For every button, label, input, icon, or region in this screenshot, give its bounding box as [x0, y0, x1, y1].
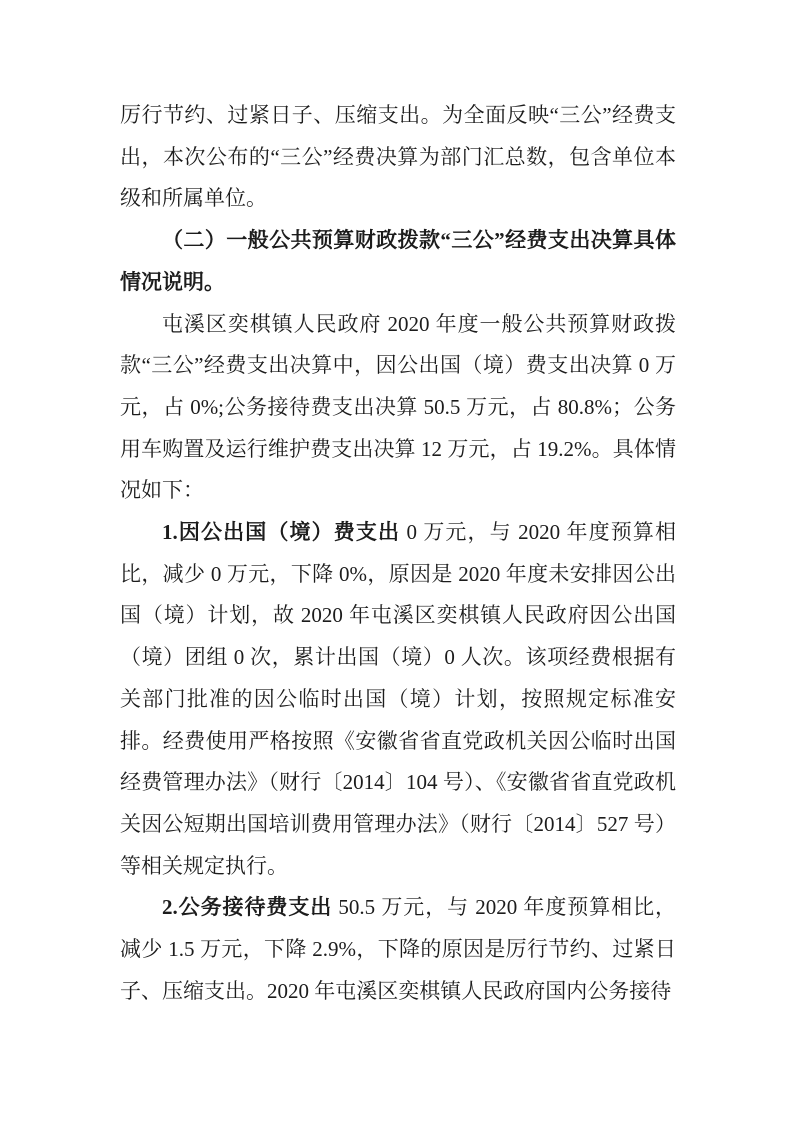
paragraph-section-heading: （二）一般公共预算财政拨款“三公”经费支出决算具体情况说明。 [120, 228, 676, 294]
paragraph-intro-continuation: 厉行节约、过紧日子、压缩支出。为全面反映“三公”经费支出，本次公布的“三公”经费决算为部门汇总数，包含单位本级和所属单位。 [120, 103, 676, 211]
item1-body-text: 0 万元，与 2020 年度预算相比，减少 0 万元，下降 0%，原因是 2020 年度未安排因公出国（境）计划，故 2020 年屯溪区奕棋镇人民政府因公出国（境）团组 0 次，累计出国（境）0 人次。该项经费根据有关部门批准的因公临时出国（境）计划，按照规定标准安排。经费使用严格按照《安徽省省直党政机关因公临时出国经费管理办法》（财行〔2014〕104 号）、《安徽省省直党政机关因公短期出国培训费用管理办法》（财行〔2014〕527 号）等相关规定执行。 [120, 520, 677, 878]
item2-bold-lead: 2.公务接待费支出 [162, 895, 333, 920]
item1-bold-lead: 1.因公出国（境）费支出 [162, 520, 401, 545]
paragraph-summary-overview: 屯溪区奕棋镇人民政府 2020 年度一般公共预算财政拨款“三公”经费支出决算中，因公出国（境）费支出决算 0 万元，占 0%;公务接待费支出决算 50.5 万元，占 80.8%；公务用车购置及运行维护费支出决算 12 万元，占 19.2%。具体情况如下： [120, 311, 676, 503]
paragraph-item1-abroad-expense [120, 512, 676, 887]
paragraph-item2-reception-expense [120, 887, 676, 1012]
document-content [120, 95, 676, 1012]
item2-body-text: 50.5 万元，与 2020 年度预算相比，减少 1.5 万元，下降 2.9%，下降的原因是厉行节约、过紧日子、压缩支出。2020 年屯溪区奕棋镇人民政府国内公务接待 [120, 895, 677, 1003]
